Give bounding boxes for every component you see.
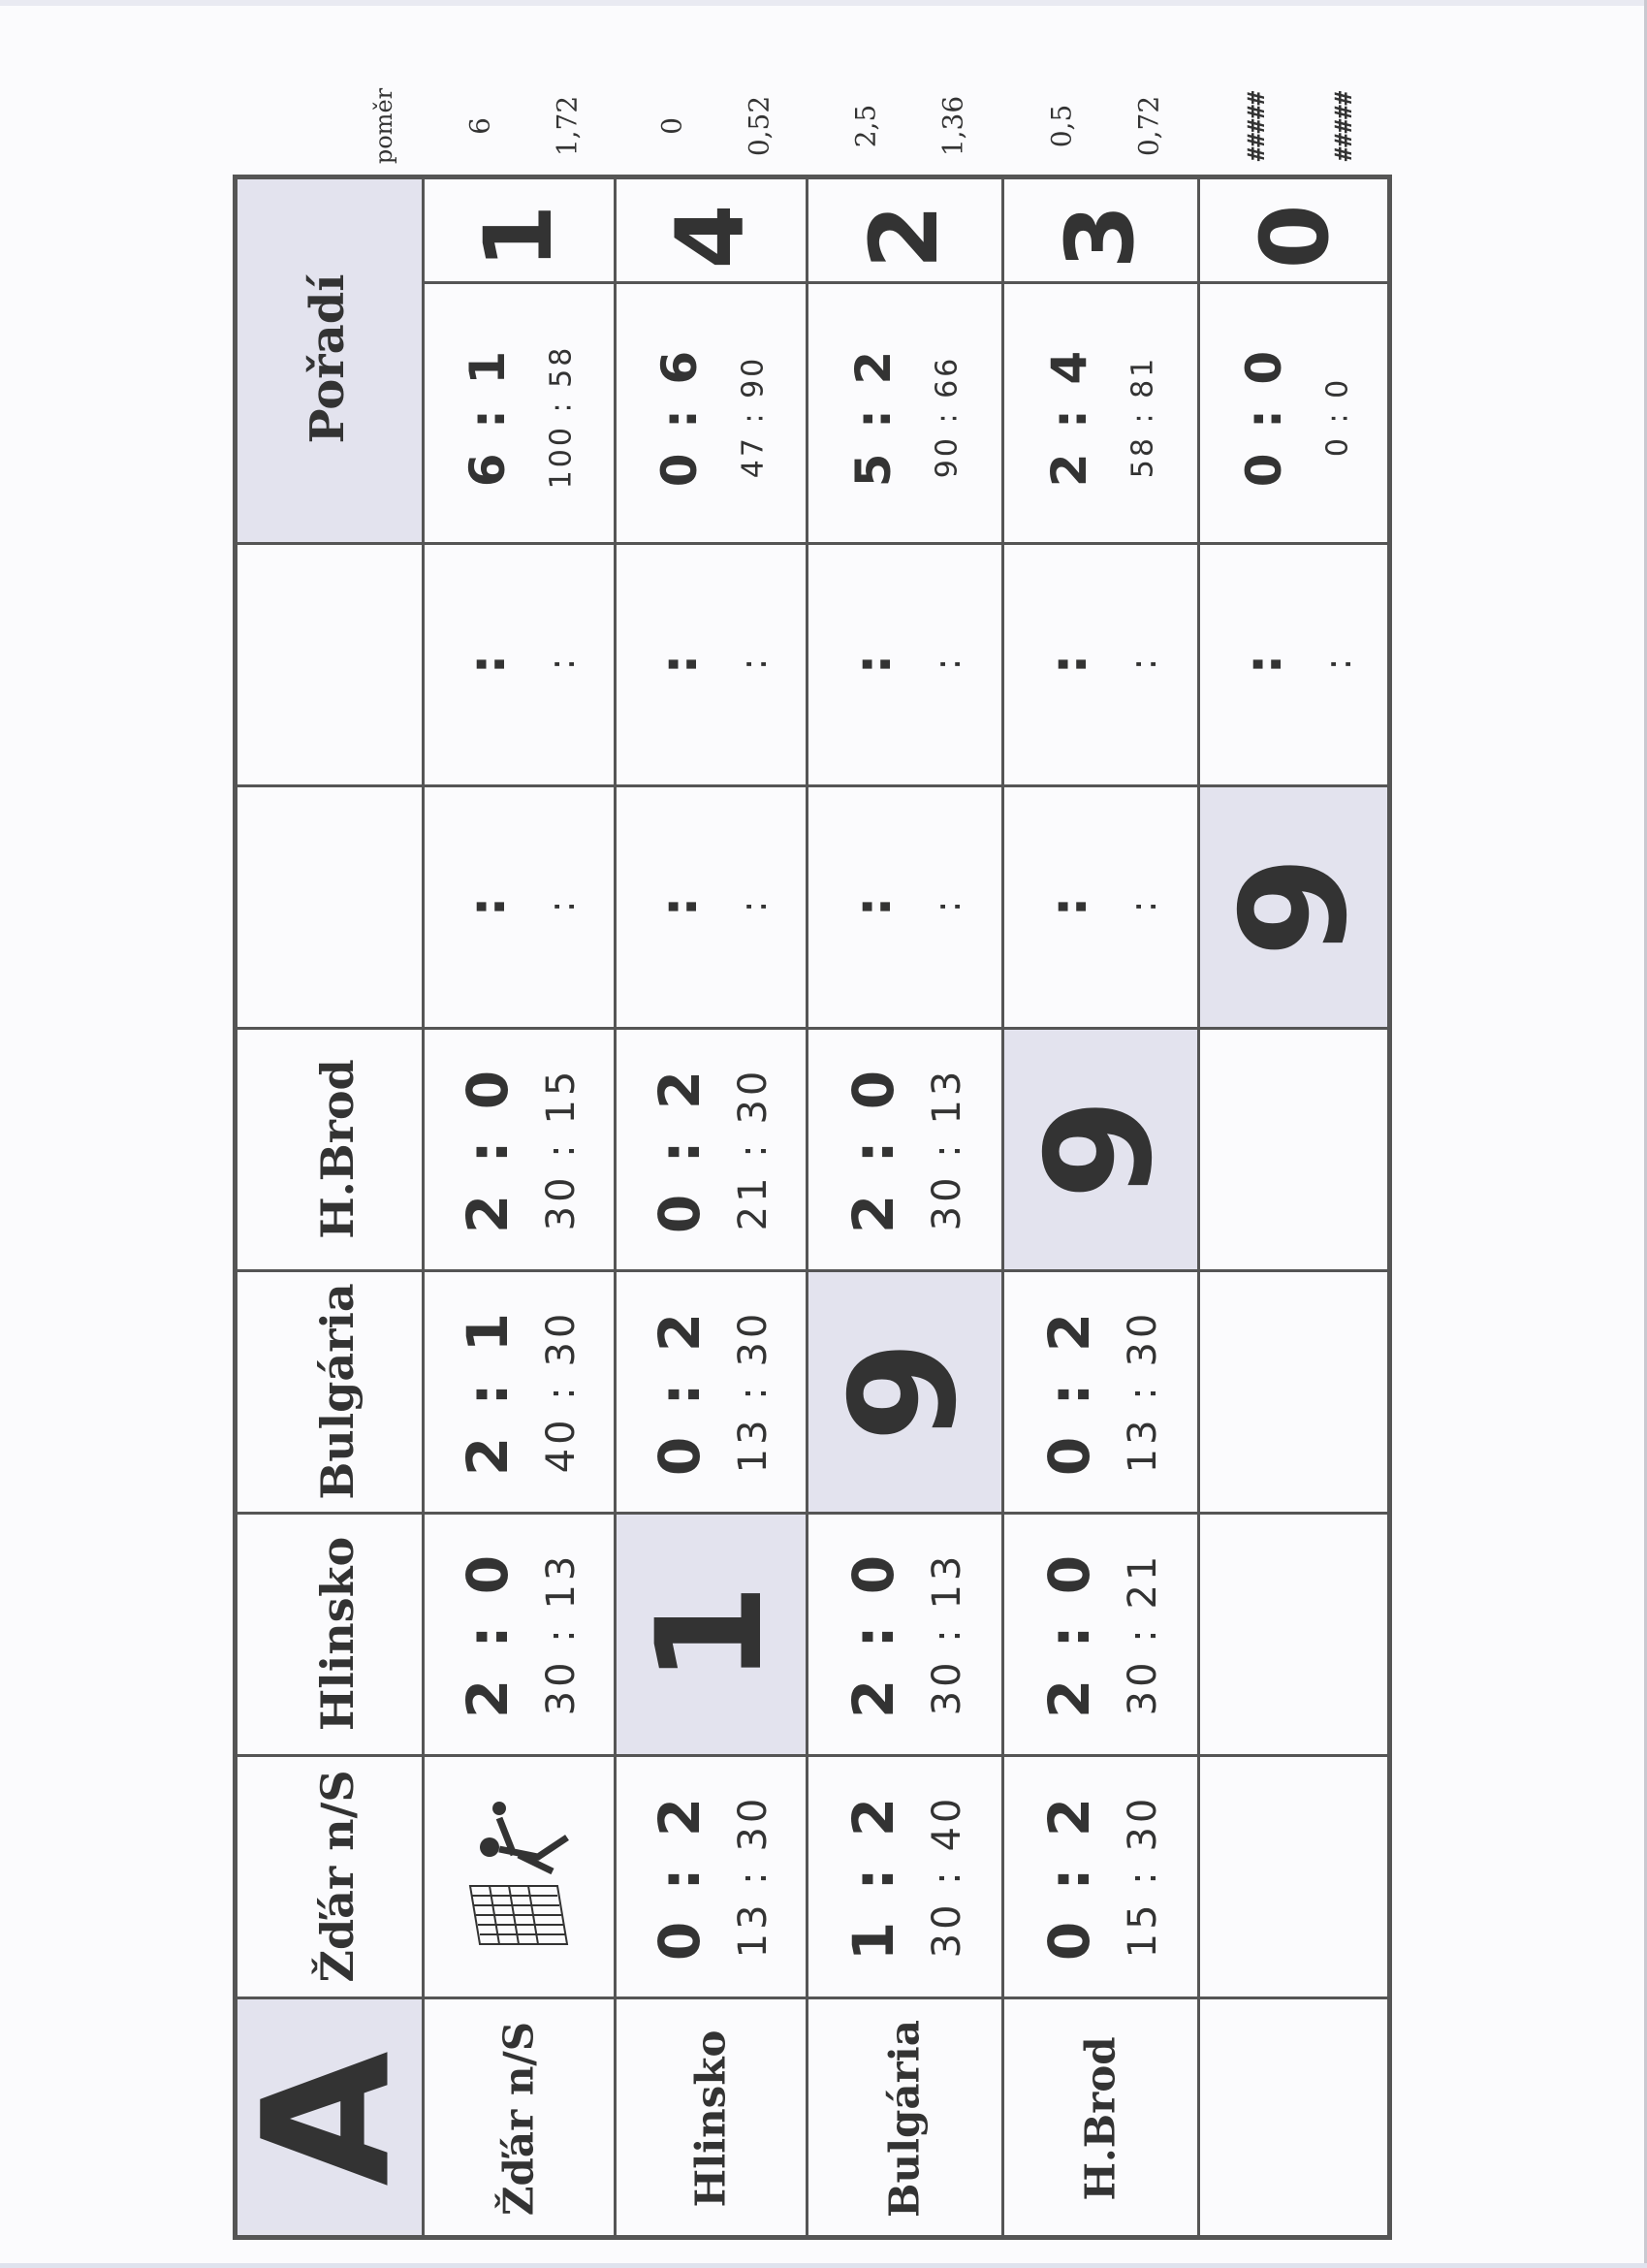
row-line-1 — [614, 175, 617, 2240]
header-poradi: Pořadí — [301, 273, 355, 444]
rank-divider-r1 — [423, 281, 615, 284]
diag-num-r4: 9 — [1016, 1098, 1185, 1200]
col-line-4 — [233, 1027, 1392, 1030]
cell-sets-r1-c3: 2 : 1 — [455, 1306, 521, 1477]
ratio-sets-r2: 0 — [655, 117, 688, 135]
rank-r1: 1 — [464, 204, 573, 270]
empty-colon-small-r3-c6: : — [926, 657, 968, 671]
row-line-3 — [1001, 175, 1004, 2240]
summary-sets-r2: 0 : 6 — [651, 346, 708, 488]
empty-colon-big-r5-c6: : — [1235, 654, 1293, 675]
header-team-2: Hlinsko — [311, 1536, 364, 1732]
empty-colon-big-r4-c5: : — [1040, 896, 1098, 917]
empty-colon-small-r1-c6: : — [540, 657, 583, 671]
col-line-3 — [233, 1269, 1392, 1272]
summary-pts-r2: 47 : 90 — [736, 355, 771, 479]
summary-sets-r4: 2 : 4 — [1041, 346, 1097, 488]
border-right — [1387, 175, 1392, 2240]
empty-colon-big-r1-c5: : — [459, 896, 517, 917]
summary-pts-r5: 0 : 0 — [1320, 376, 1355, 458]
rank-r2: 4 — [656, 204, 765, 270]
border-bottom — [233, 2235, 1392, 2240]
ratio-pts-r1: 1,72 — [551, 95, 584, 157]
empty-colon-big-r3-c6: : — [844, 654, 903, 675]
cell-pts-r1-c4: 30 : 15 — [539, 1067, 584, 1231]
rank-divider-r2 — [615, 281, 807, 284]
cell-sets-r3-c4: 2 : 0 — [840, 1064, 906, 1234]
cell-pts-r4-c1: 15 : 30 — [1121, 1794, 1165, 1959]
ratio-sets-r1: 6 — [463, 117, 496, 135]
empty-colon-small-r1-c5: : — [540, 900, 583, 913]
row-line-4 — [1197, 175, 1200, 2240]
rank-r4: 3 — [1046, 204, 1155, 270]
ratio-pts-r5: ##### — [1330, 90, 1357, 162]
cell-pts-r1-c3: 40 : 30 — [539, 1309, 584, 1474]
summary-sets-r5: 0 : 0 — [1236, 346, 1292, 488]
diag-num-r3: 9 — [820, 1340, 989, 1443]
empty-colon-small-r2-c6: : — [732, 657, 775, 671]
cell-pts-r1-c2: 30 : 13 — [539, 1551, 584, 1716]
cell-sets-r1-c2: 2 : 0 — [455, 1549, 521, 1719]
summary-pts-r1: 100 : 58 — [544, 344, 579, 490]
col-line-2 — [233, 1512, 1392, 1515]
header-team-3: Bulgária — [311, 1283, 364, 1500]
ratio-sets-r5: ##### — [1243, 90, 1270, 162]
cell-pts-r2-c3: 13 : 30 — [731, 1309, 776, 1474]
cell-sets-r2-c4: 0 : 2 — [647, 1064, 713, 1234]
rank-divider-r3 — [807, 281, 1002, 284]
empty-colon-big-r4-c6: : — [1040, 654, 1098, 675]
col-line-5 — [233, 784, 1392, 787]
row-team-2: Hlinsko — [686, 2029, 735, 2208]
col-line-0 — [233, 1996, 1392, 1999]
volleyball-player-icon — [460, 1789, 577, 1964]
cell-sets-r3-c2: 2 : 0 — [840, 1549, 906, 1719]
empty-colon-small-r3-c5: : — [926, 900, 968, 913]
empty-colon-big-r2-c5: : — [650, 896, 709, 917]
empty-colon-big-r1-c6: : — [459, 654, 517, 675]
ratio-pts-r4: 0,72 — [1132, 95, 1165, 157]
empty-colon-small-r4-c6: : — [1122, 657, 1164, 671]
cell-pts-r2-c1: 13 : 30 — [731, 1794, 776, 1959]
group-letter: A — [226, 2051, 429, 2187]
summary-sets-r3: 5 : 2 — [845, 346, 902, 488]
rank-r5: 0 — [1241, 204, 1349, 270]
cell-pts-r3-c1: 30 : 40 — [925, 1794, 969, 1959]
summary-sets-r1: 6 : 1 — [459, 346, 516, 488]
rank-divider-r4 — [1002, 281, 1198, 284]
rank-r3: 2 — [850, 204, 959, 270]
ratio-pts-r2: 0,52 — [743, 95, 776, 157]
diag-num-r2: 1 — [626, 1582, 795, 1685]
row-line-2 — [806, 175, 808, 2240]
cell-pts-r4-c3: 13 : 30 — [1121, 1309, 1165, 1474]
ratio-sets-r4: 0,5 — [1045, 104, 1078, 148]
header-team-4: H.Brod — [311, 1059, 364, 1239]
ratio-pts-r3: 1,36 — [936, 95, 969, 157]
col-line-1 — [233, 1754, 1392, 1757]
diag-num-r5: 9 — [1211, 855, 1379, 958]
row-team-4: H.Brod — [1076, 2036, 1124, 2201]
empty-colon-small-r5-c6: : — [1316, 657, 1359, 671]
cell-sets-r4-c3: 0 : 2 — [1036, 1306, 1102, 1477]
cell-sets-r1-c4: 2 : 0 — [455, 1064, 521, 1234]
row-team-1: Žďár n/S — [494, 2021, 543, 2217]
cell-sets-r2-c3: 0 : 2 — [647, 1306, 713, 1477]
summary-pts-r4: 58 : 81 — [1125, 355, 1160, 479]
cell-sets-r4-c1: 0 : 2 — [1036, 1791, 1102, 1962]
ratio-sets-r3: 2,5 — [849, 104, 882, 148]
border-top — [233, 175, 1392, 179]
empty-colon-big-r3-c5: : — [844, 896, 903, 917]
row-line-0 — [422, 175, 425, 2240]
empty-colon-small-r2-c5: : — [732, 900, 775, 913]
row-team-3: Bulgária — [880, 2020, 929, 2218]
rank-divider-r5 — [1198, 281, 1392, 284]
cell-sets-r2-c1: 0 : 2 — [647, 1791, 713, 1962]
cell-sets-r4-c2: 2 : 0 — [1036, 1549, 1102, 1719]
col-line-6 — [233, 542, 1392, 545]
cell-pts-r2-c4: 21 : 30 — [731, 1067, 776, 1231]
cell-pts-r3-c2: 30 : 13 — [925, 1551, 969, 1716]
border-left — [233, 175, 238, 2240]
cell-pts-r4-c2: 30 : 21 — [1121, 1551, 1165, 1716]
header-team-1: Žďár n/S — [311, 1770, 364, 1983]
pomer-label: poměr — [370, 87, 397, 165]
cell-pts-r3-c4: 30 : 13 — [925, 1067, 969, 1231]
summary-pts-r3: 90 : 66 — [930, 355, 965, 479]
empty-colon-big-r2-c6: : — [650, 654, 709, 675]
empty-colon-small-r4-c5: : — [1122, 900, 1164, 913]
cell-sets-r3-c1: 1 : 2 — [840, 1791, 906, 1962]
